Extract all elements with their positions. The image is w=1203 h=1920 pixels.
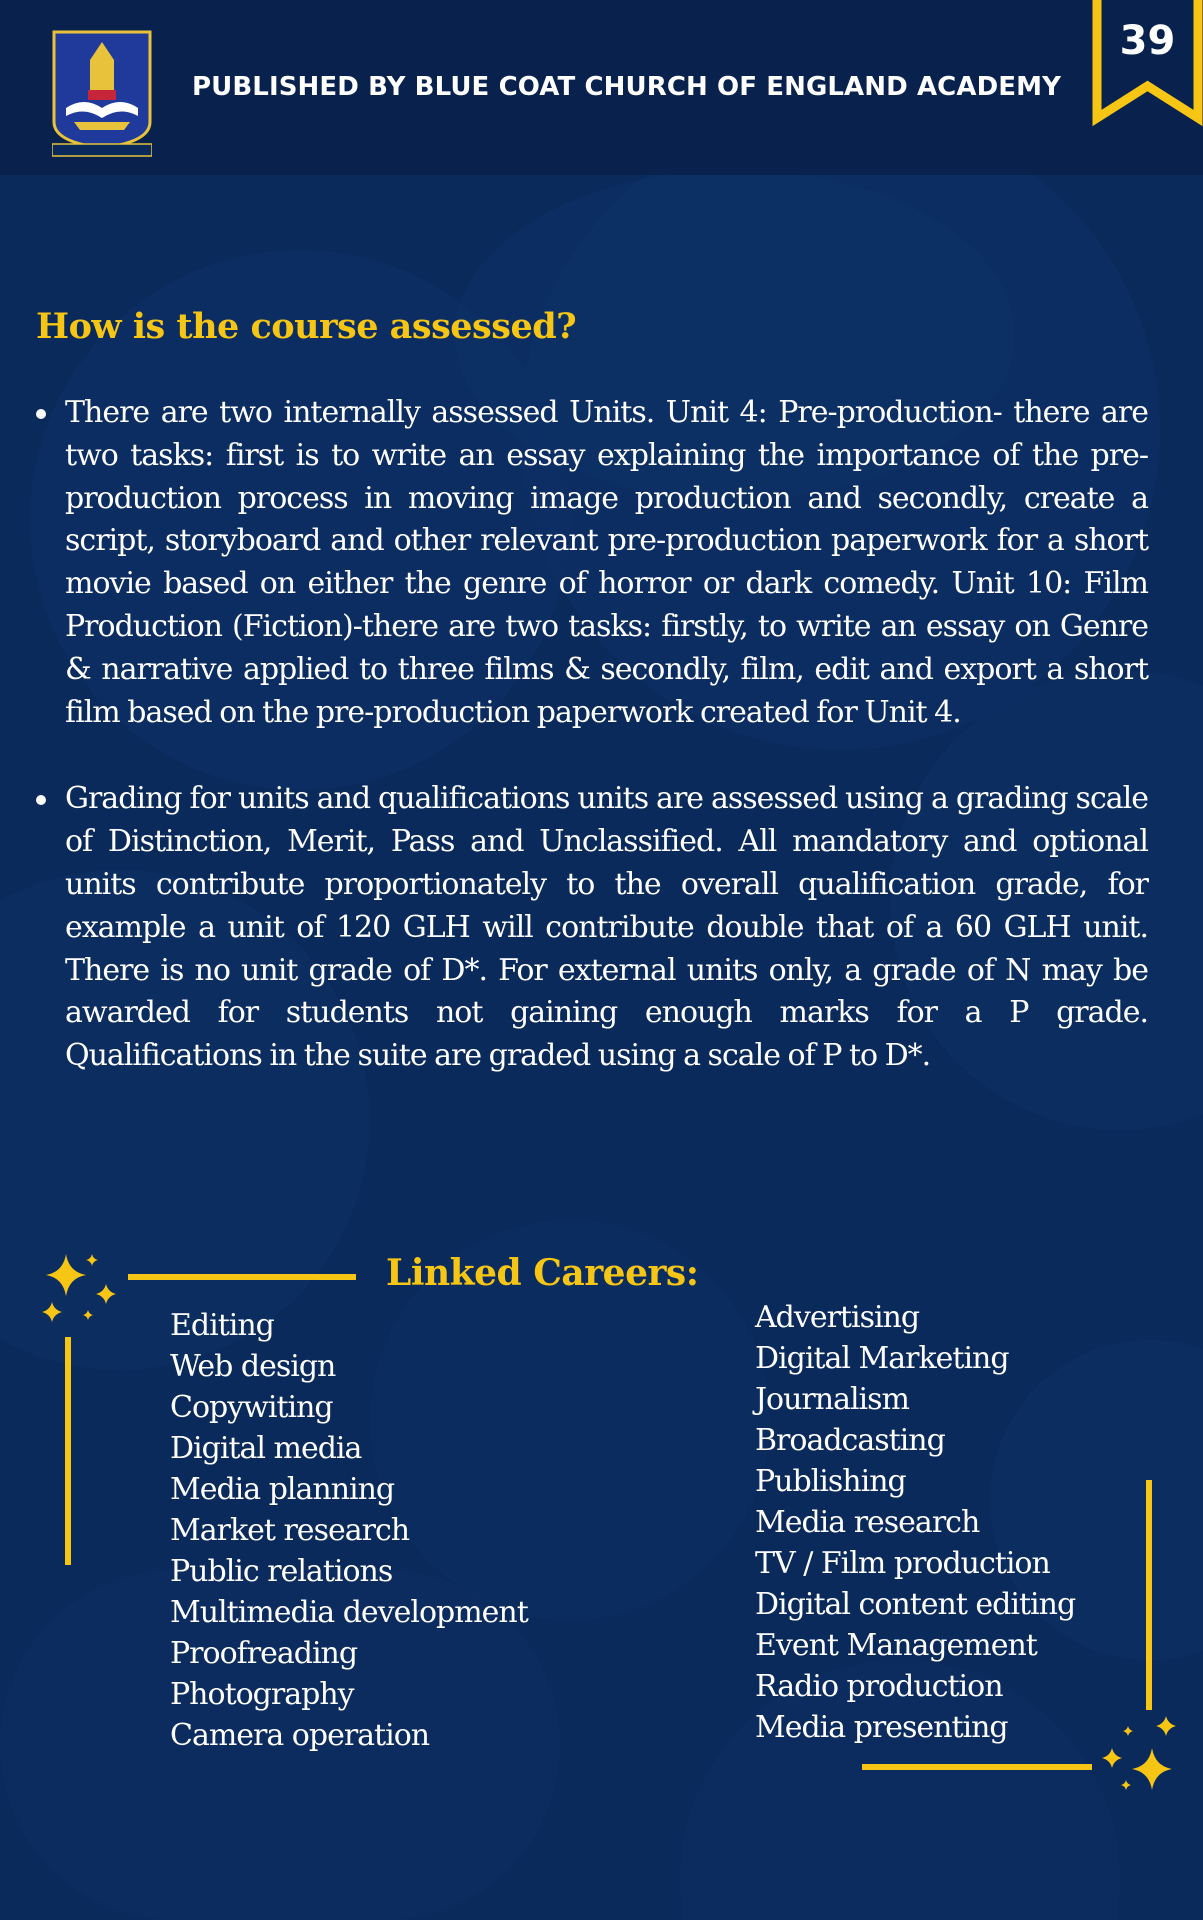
page-number: 39 (1119, 18, 1176, 64)
sparkle-icon (36, 1250, 124, 1330)
career-item: TV / Film production (755, 1546, 1050, 1581)
assessment-heading: How is the course assessed? (36, 306, 577, 347)
career-item: Web design (170, 1349, 336, 1384)
career-item: Event Management (755, 1628, 1037, 1663)
assessment-bullet-text: There are two internally assessed Units. Unit 4: Pre-production- there are two tasks: first is to write an essay explaining the importance of the pre-production process in moving image production and secondly, create a script, storyboard and other relevant pre-production paperwork for a short movie based on either the genre of horror or dark comedy. Unit 10: Film Production (Fiction)-there are two tasks: firstly, to write an essay on Genre & narrative applied to three films & secondly, film, edit and export a short film based on the pre-production paperwork created for Unit 4. (65, 395, 1148, 730)
career-item: Advertising (755, 1300, 920, 1335)
school-crest-icon (52, 30, 152, 158)
bullet-icon (36, 409, 46, 419)
sparkle-icon (1094, 1712, 1182, 1798)
career-item: Radio production (755, 1669, 1003, 1704)
decorative-line (862, 1764, 1092, 1770)
assessment-bullet (36, 392, 1148, 734)
career-item: Market research (170, 1513, 410, 1548)
careers-list-right (755, 1297, 1075, 1748)
career-item: Broadcasting (755, 1423, 945, 1458)
career-item: Proofreading (170, 1636, 358, 1671)
career-item: Media presenting (755, 1710, 1008, 1745)
careers-heading: Linked Careers: (386, 1252, 699, 1294)
decorative-line (65, 1337, 71, 1565)
career-item: Copywiting (170, 1390, 333, 1425)
career-item: Camera operation (170, 1718, 430, 1753)
publisher-label: PUBLISHED BY BLUE COAT CHURCH OF ENGLAND ACADEMY (192, 72, 1062, 102)
career-item: Media planning (170, 1472, 395, 1507)
career-item: Journalism (755, 1382, 909, 1417)
decorative-line (128, 1274, 356, 1280)
career-item: Digital media (170, 1431, 362, 1466)
assessment-bullet (36, 778, 1148, 1078)
career-item: Media research (755, 1505, 980, 1540)
bullet-icon (36, 795, 46, 805)
career-item: Multimedia development (170, 1595, 528, 1630)
decorative-line (1146, 1480, 1152, 1710)
career-item: Public relations (170, 1554, 393, 1589)
assessment-bullet-text: Grading for units and qualifications units are assessed using a grading scale of Distinction, Merit, Pass and Unclassified. All mandatory and optional units contribute proportionately to the overall qualification grade, for example a unit of 120 GLH will contribute double that of a 60 GLH unit. There is no unit grade of D*. For external units only, a grade of N may be awarded for students not gaining enough marks for a P grade. Qualifications in the suite are graded using a scale of P to D*. (65, 781, 1148, 1074)
career-item: Digital content editing (755, 1587, 1076, 1622)
career-item: Photography (170, 1677, 354, 1712)
career-item: Editing (170, 1308, 274, 1343)
career-item: Digital Marketing (755, 1341, 1009, 1376)
career-item: Publishing (755, 1464, 906, 1499)
assessment-bullet-list (36, 392, 1148, 1122)
careers-list-left (170, 1305, 528, 1756)
